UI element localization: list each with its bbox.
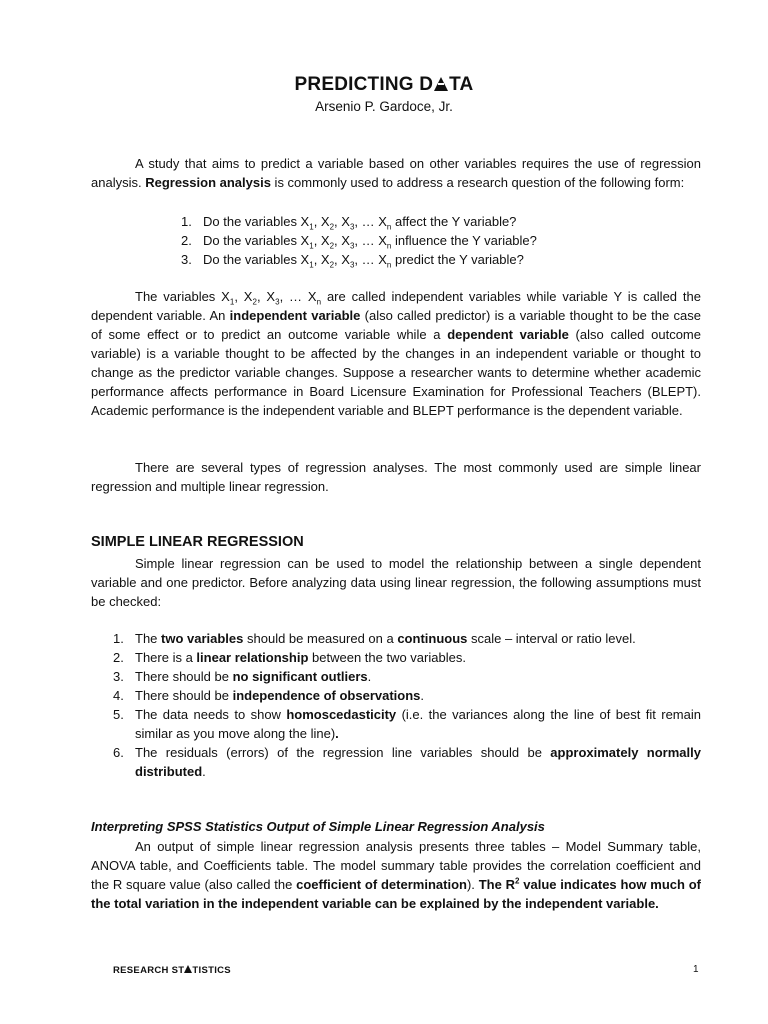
section-heading: SIMPLE LINEAR REGRESSION xyxy=(91,534,304,550)
title-text-1: PREDICTING D xyxy=(294,74,434,95)
list-item: 6. The residuals (errors) of the regression line variables should be approximately normally distributed. xyxy=(113,745,701,779)
triangle-a-icon xyxy=(434,77,448,91)
list-item: 3. There should be no significant outliers. xyxy=(113,669,372,684)
assumption-list xyxy=(113,629,701,781)
list-item: 2. Do the variables $X_1$, $X_2$, $X_3$, … $X_n$ influence the Y variable? xyxy=(181,233,537,251)
page-number: 1 xyxy=(693,964,699,975)
intro-paragraph: A study that aims to predict a variable based on other variables requires the use of regression analysis. Regression analysis is commonly used to address a research question of the following form: xyxy=(91,156,701,190)
list-item: 5. The data needs to show homoscedasticity (i.e. the variances along the line of best fit remain similar as you move along the line). xyxy=(113,707,701,741)
title-text-2: TA xyxy=(449,74,474,95)
subsection-heading: Interpreting SPSS Statistics Output of Simple Linear Regression Analysis xyxy=(91,819,545,834)
question-list xyxy=(181,212,537,270)
list-item: 1. Do the variables $X_1$, $X_2$, $X_3$, … $X_n$ affect the Y variable? xyxy=(181,214,517,232)
page-title xyxy=(0,74,768,96)
list-item: 3. Do the variables $X_1$, $X_2$, $X_3$, … $X_n$ predict the Y variable? xyxy=(181,252,524,270)
list-item: 1. The two variables should be measured on a continuous scale – interval or ratio level. xyxy=(113,631,636,646)
author-name: Arsenio P. Gardoce, Jr. xyxy=(315,99,453,114)
list-item: 4. There should be independence of observations. xyxy=(113,688,425,703)
slr-paragraph: Simple linear regression can be used to model the relationship between a single dependent variable and one predictor. Before analyzing data using linear regression, the following assumptions must be checked: xyxy=(91,556,701,609)
list-item: 2. There is a linear relationship between the two variables. xyxy=(113,650,466,665)
footer-label: RESEARCH ST TISTICS xyxy=(113,965,231,976)
spss-paragraph: An output of simple linear regression analysis presents three tables – Model Summary table, ANOVA table, and Coefficients table. The model summary table provides the correlation coefficient and the R square value (also called the coefficient of determination). The $R^2$ value indicates how much of the total variation in the independent variable can be explained by the independent variable. xyxy=(91,839,701,911)
variables-paragraph: The variables $X_1$, $X_2$, $X_3$, … $X_n$ are called independent variables while variable Y is called the dependent variable. An independent variable (also called predictor) is a variable thought to be the case of some effect or to predict an outcome variable while a dependent variable (also called outcome variable) is a variable thought to be affected by the changes in an independent variable or thought to change as the predictor variable changes. Suppose a researcher wants to determine whether academic performance affects performance in Board Licensure Examination for Professional Teachers (BLEPT). Academic performance is the independent variable and BLEPT performance is the dependent variable. xyxy=(91,289,701,418)
types-paragraph: There are several types of regression analyses. The most commonly used are simple linear regression and multiple linear regression. xyxy=(91,460,701,494)
